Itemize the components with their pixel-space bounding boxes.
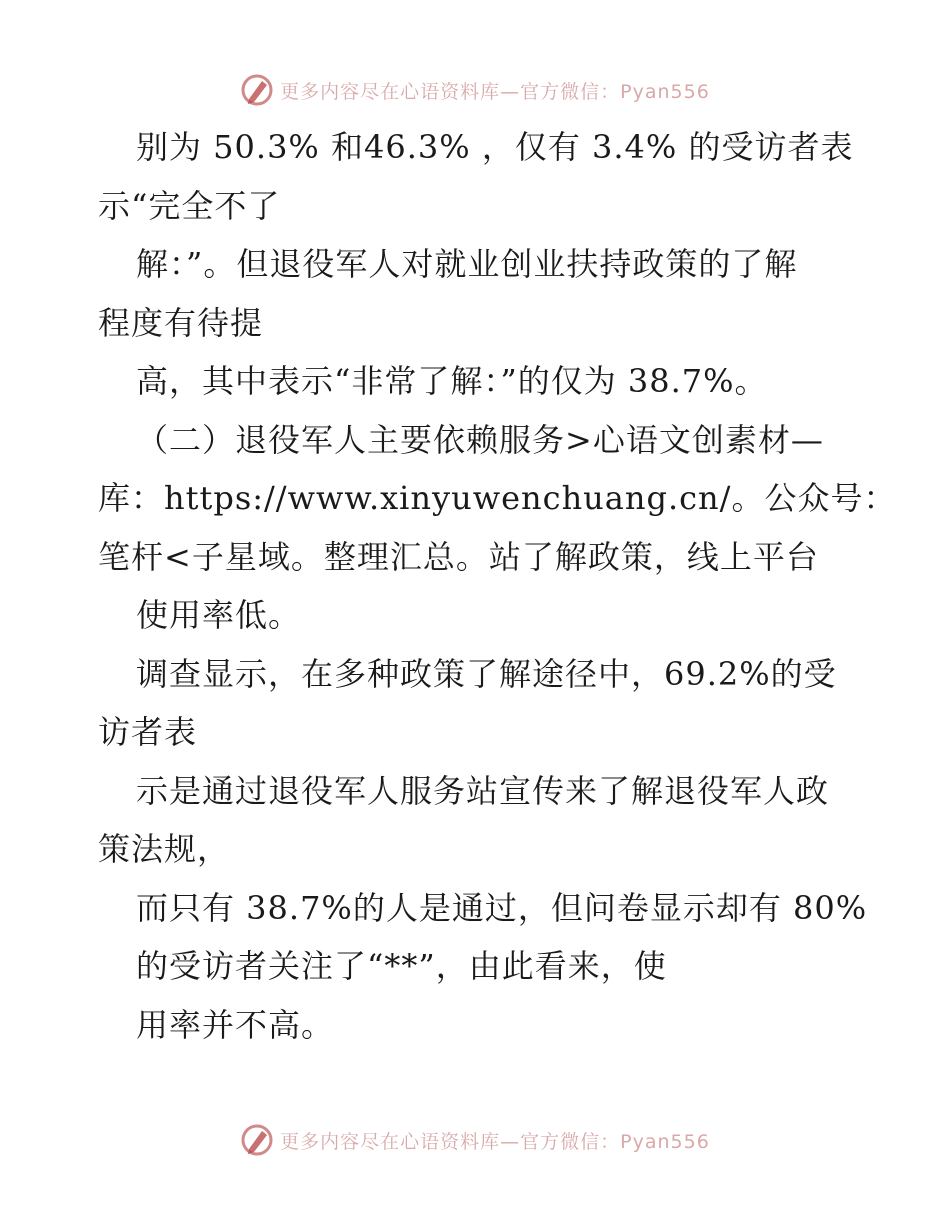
text-line: 调查显示，在多种政策了解途径中，69.2%的受 [136, 654, 837, 693]
footer-watermark [0, 1120, 950, 1160]
text-line: 而只有 38.7%的人是通过，但问卷显示却有 80% [136, 888, 868, 927]
text-line: （二）退役军人主要依赖服务>心语文创素材— [136, 420, 824, 459]
text-line: 用率并不高。 [136, 1005, 335, 1044]
text-line: 使用率低。 [136, 596, 302, 634]
text-line: 程度有待提 [98, 303, 264, 342]
watermark-text: 更多内容尽在心语资料库—官方微信：Pyan556 [280, 1130, 710, 1153]
text-line: 策法规， [98, 830, 231, 868]
text-line: 笔杆<子星域。整理汇总。站了解政策，线上平台 [98, 537, 819, 576]
text-line: 库：https://www.xinyuwenchuang.cn/。公众号： [98, 479, 897, 517]
header-watermark [0, 70, 950, 110]
pen-nib-logo-icon [240, 73, 274, 107]
document-body [0, 118, 950, 1054]
text-line: 别为 50.3% 和46.3% ，仅有 3.4% 的受访者表 [136, 128, 854, 166]
text-line: 解：”。但退役军人对就业创业扶持政策的了解 [136, 245, 798, 283]
text-line: 访者表 [98, 713, 198, 751]
text-line: 示是通过退役军人服务站宣传来了解退役军人政 [136, 771, 830, 810]
watermark-text: 更多内容尽在心语资料库—官方微信：Pyan556 [280, 80, 710, 103]
pen-nib-logo-icon [240, 1123, 274, 1157]
text-line: 示“完全不了 [98, 186, 281, 225]
text-line: 高，其中表示“非常了解：”的仅为 38.7%。 [136, 362, 768, 400]
text-line: 的受访者关注了“**”，由此看来，使 [136, 947, 667, 985]
